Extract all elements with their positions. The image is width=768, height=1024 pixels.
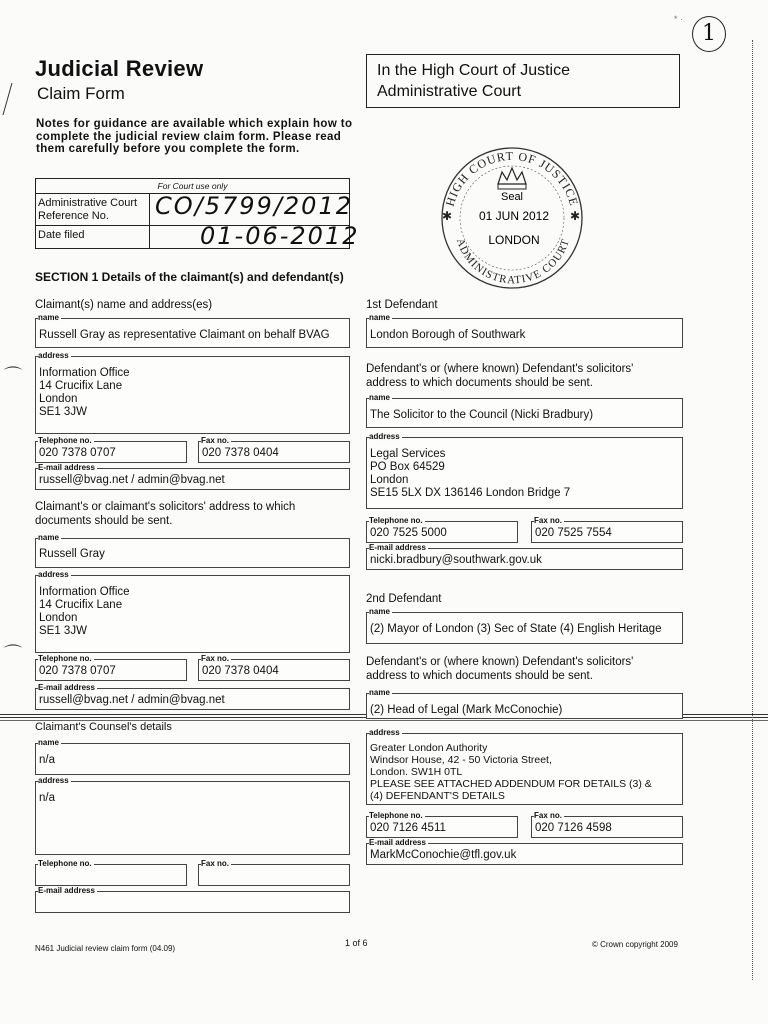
defendant-2-label: 2nd Defendant [366, 593, 442, 605]
defendant-2-solicitor-label: Defendant's or (where known) Defendant's solicitors' address to which documents should be sent. [366, 656, 634, 682]
form-title: Judicial Review [35, 56, 204, 81]
star-icon: ✱ [442, 209, 453, 223]
margin-mark-icon: ⌒ [4, 366, 22, 386]
claimant-phone-field[interactable]: Telephone no. 020 7378 0707 [35, 441, 187, 463]
crown-icon [498, 168, 526, 189]
pencil-mark-icon [0, 55, 20, 115]
claimant-label: Claimant(s) name and address(es) [35, 299, 213, 311]
counsel-fax-field[interactable]: Fax no. [198, 864, 350, 886]
defendant-1-email-field[interactable]: E-mail address nicki.bradbury@southwark.gov.uk [366, 548, 683, 570]
reference-label: Administrative Court Reference No. [38, 197, 138, 222]
reference-number-handwritten: CO/5799/2012 [155, 192, 353, 220]
scan-mark: * · [674, 14, 683, 24]
defendant-2-fax-field[interactable]: Fax no. 020 7126 4598 [531, 816, 683, 838]
date-filed-handwritten: 01-06-2012 [200, 222, 360, 250]
scan-edge [752, 40, 753, 980]
court-line-2: Administrative Court [377, 83, 522, 100]
star-icon: ✱ [570, 209, 581, 223]
defendant-1-solicitor-name-field[interactable]: name The Solicitor to the Council (Nicki Bradbury) [366, 398, 683, 428]
claimant-fax-field[interactable]: Fax no. 020 7378 0404 [198, 441, 350, 463]
stamp-seal-label: Seal [500, 191, 524, 203]
defendant-2-address-field[interactable]: address Greater London Authority Windsor House, 42 - 50 Victoria Street, London. SW1H 0TL PLEASE SEE ATTACHED ADDENDUM FOR DETAILS (3) & (4) DEFENDANT'S DETAILS [366, 733, 683, 805]
form-id: N461 Judicial review claim form (04.09) [35, 944, 176, 953]
guidance-notes: Notes for guidance are available which explain how to complete the judicial review claim form. Please read them carefully before you complete the form. [36, 118, 353, 155]
page-number-circle: 1 [692, 16, 726, 52]
defendant-1-phone-field[interactable]: Telephone no. 020 7525 5000 [366, 521, 518, 543]
solicitor-fax-field[interactable]: Fax no. 020 7378 0404 [198, 659, 350, 681]
defendant-1-solicitor-label: Defendant's or (where known) Defendant's solicitors' address to which documents should be sent. [366, 363, 634, 389]
solicitor-address-field[interactable]: address Information Office 14 Crucifix Lane London SE1 3JW [35, 575, 350, 653]
defendant-2-email-field[interactable]: E-mail address MarkMcConochie@tfl.gov.uk [366, 843, 683, 865]
solicitor-phone-field[interactable]: Telephone no. 020 7378 0707 [35, 659, 187, 681]
defendant-1-fax-field[interactable]: Fax no. 020 7525 7554 [531, 521, 683, 543]
counsel-address-field[interactable]: address n/a [35, 781, 350, 855]
margin-mark-icon: ⌒ [4, 644, 22, 664]
claimant-solicitor-label: Claimant's or claimant's solicitors' address to which documents should be sent. [35, 501, 296, 527]
counsel-name-field[interactable]: name n/a [35, 743, 350, 775]
copyright: © Crown copyright 2009 [592, 940, 678, 949]
counsel-email-field[interactable]: E-mail address [35, 891, 350, 913]
court-line-1: In the High Court of Justice [377, 62, 570, 79]
stamp-date: 01 JUN 2012 [478, 209, 550, 223]
stamp-bottom-text: ADMINISTRATIVE COURT [453, 237, 573, 287]
stamp-city: LONDON [488, 233, 540, 247]
defendant-1-address-field[interactable]: address Legal Services PO Box 64529 London SE15 5LX DX 136146 London Bridge 7 [366, 437, 683, 509]
court-name-box [366, 54, 680, 108]
form-subtitle: Claim Form [37, 84, 125, 103]
claimant-email-field[interactable]: E-mail address russell@bvag.net / admin@bvag.net [35, 468, 350, 490]
claimant-address-field[interactable]: address Information Office 14 Crucifix Lane London SE1 3JW [35, 356, 350, 434]
date-filed-label: Date filed [38, 229, 85, 241]
defendant-2-phone-field[interactable]: Telephone no. 020 7126 4511 [366, 816, 518, 838]
court-use-header: For Court use only [157, 181, 228, 191]
court-seal-stamp [430, 140, 592, 290]
counsel-phone-field[interactable]: Telephone no. [35, 864, 187, 886]
stamp-top-text: HIGH COURT OF JUSTICE [442, 148, 582, 208]
page-count: 1 of 6 [345, 938, 368, 948]
defendant-2-solicitor-name-field[interactable]: name (2) Head of Legal (Mark McConochie) [366, 693, 683, 719]
defendant-1-label: 1st Defendant [366, 299, 438, 311]
defendant-2-name-field[interactable]: name (2) Mayor of London (3) Sec of State (4) English Heritage [366, 612, 683, 644]
defendant-1-name-field[interactable]: name London Borough of Southwark [366, 318, 683, 348]
section-1-title: SECTION 1 Details of the claimant(s) and defendant(s) [35, 270, 344, 284]
counsel-label: Claimant's Counsel's details [35, 721, 172, 733]
claimant-name-field[interactable]: name Russell Gray as representative Claimant on behalf BVAG [35, 318, 350, 348]
solicitor-name-field[interactable]: name Russell Gray [35, 538, 350, 568]
solicitor-email-field[interactable]: E-mail address russell@bvag.net / admin@bvag.net [35, 688, 350, 710]
